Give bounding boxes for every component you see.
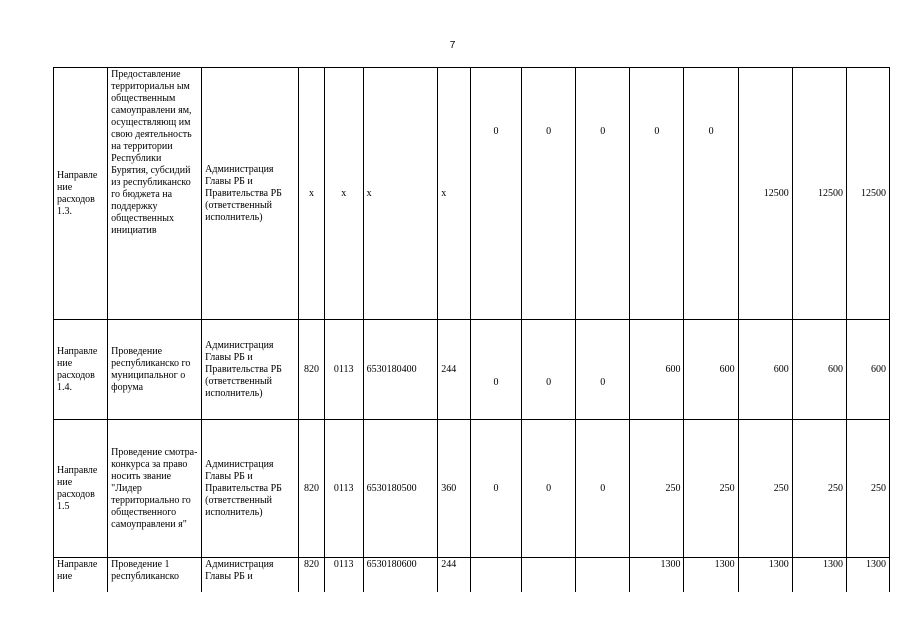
table-row	[54, 420, 890, 558]
measure-name-cell: Проведение смотра-конкурса за право носить звание "Лидер территориально го общественного самоуправлени я"	[108, 420, 202, 558]
value-cell: 250	[792, 420, 846, 558]
value-cell: 250	[630, 420, 684, 558]
value-cell: 12500	[738, 68, 792, 320]
value-cell: 600	[684, 320, 738, 420]
grbs-cell: 820	[299, 420, 325, 558]
budget-table-sheet	[53, 67, 890, 592]
empty-cell	[522, 558, 576, 593]
value-cell: 250	[684, 420, 738, 558]
rz-cell: х	[324, 68, 363, 320]
value-cell: 250	[846, 420, 889, 558]
csr-cell: 6530180600	[363, 558, 438, 593]
value-cell: 12500	[846, 68, 889, 320]
value-cell: 1300	[630, 558, 684, 593]
vr-cell: 244	[438, 320, 471, 420]
value-cell: 0	[522, 420, 576, 558]
value-cell: 600	[630, 320, 684, 420]
executor-cell: Администрация Главы РБ и Правительства РБ (ответственный исполнитель)	[202, 420, 299, 558]
csr-cell: 6530180400	[363, 320, 438, 420]
value-cell: 0	[630, 68, 684, 320]
vr-cell: х	[438, 68, 471, 320]
budget-table	[53, 67, 890, 592]
rz-cell: 0113	[324, 320, 363, 420]
grbs-cell: 820	[299, 558, 325, 593]
direction-cell: Направле ние расходов 1.3.	[54, 68, 108, 320]
empty-cell	[470, 558, 521, 593]
value-cell: 12500	[792, 68, 846, 320]
table-row	[54, 68, 890, 320]
executor-cell: Администрация Главы РБ и Правительства РБ (ответственный исполнитель)	[202, 320, 299, 420]
measure-name-cell: Предоставление территориальн ым общественным самоуправлени ям, осуществляющ им свою деятельность на территории Республики Бурятия, субсидий из республиканско го бюджета на поддержку общественных инициатив	[108, 68, 202, 320]
grbs-cell: х	[299, 68, 325, 320]
value-cell: 0	[576, 320, 630, 420]
csr-cell: 6530180500	[363, 420, 438, 558]
executor-cell: Администрация Главы РБ и	[202, 558, 299, 593]
executor-cell: Администрация Главы РБ и Правительства РБ (ответственный исполнитель)	[202, 68, 299, 320]
value-cell: 1300	[846, 558, 889, 593]
table-row	[54, 558, 890, 593]
value-cell: 1300	[738, 558, 792, 593]
rz-cell: 0113	[324, 420, 363, 558]
value-cell: 600	[846, 320, 889, 420]
page-number: 7	[449, 40, 456, 51]
direction-cell: Направле ние расходов 1.4.	[54, 320, 108, 420]
value-cell: 0	[522, 68, 576, 320]
value-cell: 0	[470, 68, 521, 320]
value-cell: 0	[470, 320, 521, 420]
direction-cell: Направле ние расходов 1.5	[54, 420, 108, 558]
table-row	[54, 320, 890, 420]
value-cell: 250	[738, 420, 792, 558]
value-cell: 1300	[684, 558, 738, 593]
rz-cell: 0113	[324, 558, 363, 593]
value-cell: 1300	[792, 558, 846, 593]
grbs-cell: 820	[299, 320, 325, 420]
value-cell: 0	[522, 320, 576, 420]
direction-cell: Направле ние	[54, 558, 108, 593]
csr-cell: х	[363, 68, 438, 320]
measure-name-cell: Проведение республиканско го муниципальног о форума	[108, 320, 202, 420]
vr-cell: 244	[438, 558, 471, 593]
value-cell: 0	[576, 420, 630, 558]
value-cell: 600	[792, 320, 846, 420]
measure-name-cell: Проведение 1 республиканско	[108, 558, 202, 593]
value-cell: 0	[576, 68, 630, 320]
vr-cell: 360	[438, 420, 471, 558]
value-cell: 0	[684, 68, 738, 320]
value-cell: 600	[738, 320, 792, 420]
empty-cell	[576, 558, 630, 593]
value-cell: 0	[470, 420, 521, 558]
